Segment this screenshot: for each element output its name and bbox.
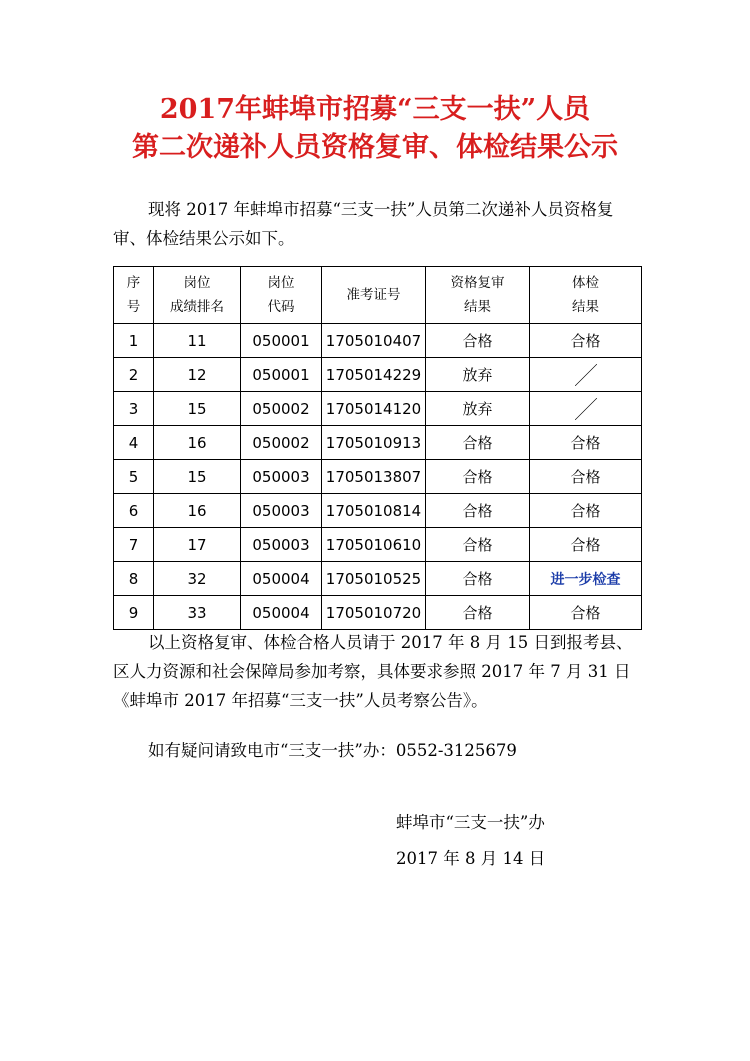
header-text: 结果 — [464, 299, 491, 315]
table-header-cell — [322, 267, 426, 324]
table-cell: 15 — [154, 460, 241, 494]
table-cell: 放弃 — [426, 358, 530, 392]
table-header-cell — [154, 267, 241, 324]
table-header-cell — [426, 267, 530, 324]
contact-paragraph: 如有疑问请致电市“三支一扶”办：0552-3125679 — [148, 741, 517, 760]
table-cell: 1705010407 — [322, 324, 426, 358]
table-cell: 合格 — [530, 494, 642, 528]
table-cell: 1705014229 — [322, 358, 426, 392]
table-cell: 2 — [114, 358, 154, 392]
table-cell: 050004 — [241, 596, 322, 630]
table-cell: 15 — [154, 392, 241, 426]
table-cell: 合格 — [530, 528, 642, 562]
table-cell: 7 — [114, 528, 154, 562]
table-cell: 1705010525 — [322, 562, 426, 596]
table-cell: 050004 — [241, 562, 322, 596]
document-title-line2: 第二次递补人员资格复审、体检结果公示 — [132, 132, 618, 163]
table-header-cell — [241, 267, 322, 324]
header-text: 代码 — [267, 299, 295, 315]
table-cell: 1705010610 — [322, 528, 426, 562]
table-cell: 合格 — [530, 596, 642, 630]
table-cell: 合格 — [426, 528, 530, 562]
table-cell: 合格 — [426, 324, 530, 358]
table-cell: 9 — [114, 596, 154, 630]
table-row — [114, 426, 642, 460]
table-cell: 1705010913 — [322, 426, 426, 460]
table-cell: 12 — [154, 358, 241, 392]
header-text: 序 — [126, 275, 141, 291]
table-cell: 合格 — [530, 426, 642, 460]
table-cell: 合格 — [426, 596, 530, 630]
table-cell: 1705010720 — [322, 596, 426, 630]
results-table — [113, 266, 642, 630]
table-cell: 050001 — [241, 324, 322, 358]
table-row — [114, 460, 642, 494]
signature-org: 蚌埠市“三支一扶”办 — [396, 813, 545, 832]
table-cell: 5 — [114, 460, 154, 494]
table-cell: 4 — [114, 426, 154, 460]
table-row — [114, 494, 642, 528]
table-cell: 合格 — [426, 426, 530, 460]
table-cell: 进一步检查 — [530, 562, 642, 596]
empty-slash-cell — [530, 392, 642, 426]
table-cell: 050002 — [241, 426, 322, 460]
table-cell: 050003 — [241, 460, 322, 494]
table-cell: 17 — [154, 528, 241, 562]
table-cell: 050003 — [241, 528, 322, 562]
table-cell: 050002 — [241, 392, 322, 426]
header-text: 号 — [126, 299, 141, 315]
table-cell: 1 — [114, 324, 154, 358]
intro-paragraph: 现将 2017 年蚌埠市招募“三支一扶”人员第二次递补人员资格复审、体检结果公示如下。 — [113, 200, 614, 248]
table-cell: 050001 — [241, 358, 322, 392]
table-cell: 16 — [154, 494, 241, 528]
header-text: 岗位 — [267, 275, 295, 291]
table-cell: 合格 — [530, 324, 642, 358]
document-title-line1: 2017年蚌埠市招募“三支一扶”人员 — [159, 94, 591, 125]
table-header-cell — [530, 267, 642, 324]
table-cell: 6 — [114, 494, 154, 528]
header-text: 资格复审 — [450, 275, 505, 291]
table-header-cell — [114, 267, 154, 324]
signature-date: 2017 年 8 月 14 日 — [396, 849, 546, 868]
table-cell: 合格 — [426, 562, 530, 596]
table-row — [114, 528, 642, 562]
table-cell: 放弃 — [426, 392, 530, 426]
table-row — [114, 324, 642, 358]
header-text: 岗位 — [183, 275, 211, 291]
header-text: 体检 — [572, 275, 599, 291]
table-cell: 1705013807 — [322, 460, 426, 494]
table-row — [114, 562, 642, 596]
table-row — [114, 596, 642, 630]
table-cell: 32 — [154, 562, 241, 596]
table-cell: 合格 — [530, 460, 642, 494]
table-cell: 合格 — [426, 460, 530, 494]
table-cell: 8 — [114, 562, 154, 596]
header-text: 结果 — [572, 299, 599, 315]
notice-paragraph: 以上资格复审、体检合格人员请于 2017 年 8 月 15 日到报考县、区人力资源和社会保障局参加考察，具体要求参照 2017 年 7 月 31 日《蚌埠市 2017 年招募“三支一扶”人员考察公告》。 — [113, 633, 633, 710]
table-row — [114, 392, 642, 426]
table-cell: 1705014120 — [322, 392, 426, 426]
header-text: 准考证号 — [346, 287, 401, 303]
table-cell: 1705010814 — [322, 494, 426, 528]
table-cell: 050003 — [241, 494, 322, 528]
table-cell: 33 — [154, 596, 241, 630]
table-cell: 11 — [154, 324, 241, 358]
table-header-row — [114, 267, 642, 324]
header-text: 成绩排名 — [170, 299, 224, 315]
table-cell: 16 — [154, 426, 241, 460]
table-cell: 合格 — [426, 494, 530, 528]
table-row — [114, 358, 642, 392]
table-cell: 3 — [114, 392, 154, 426]
empty-slash-cell — [530, 358, 642, 392]
